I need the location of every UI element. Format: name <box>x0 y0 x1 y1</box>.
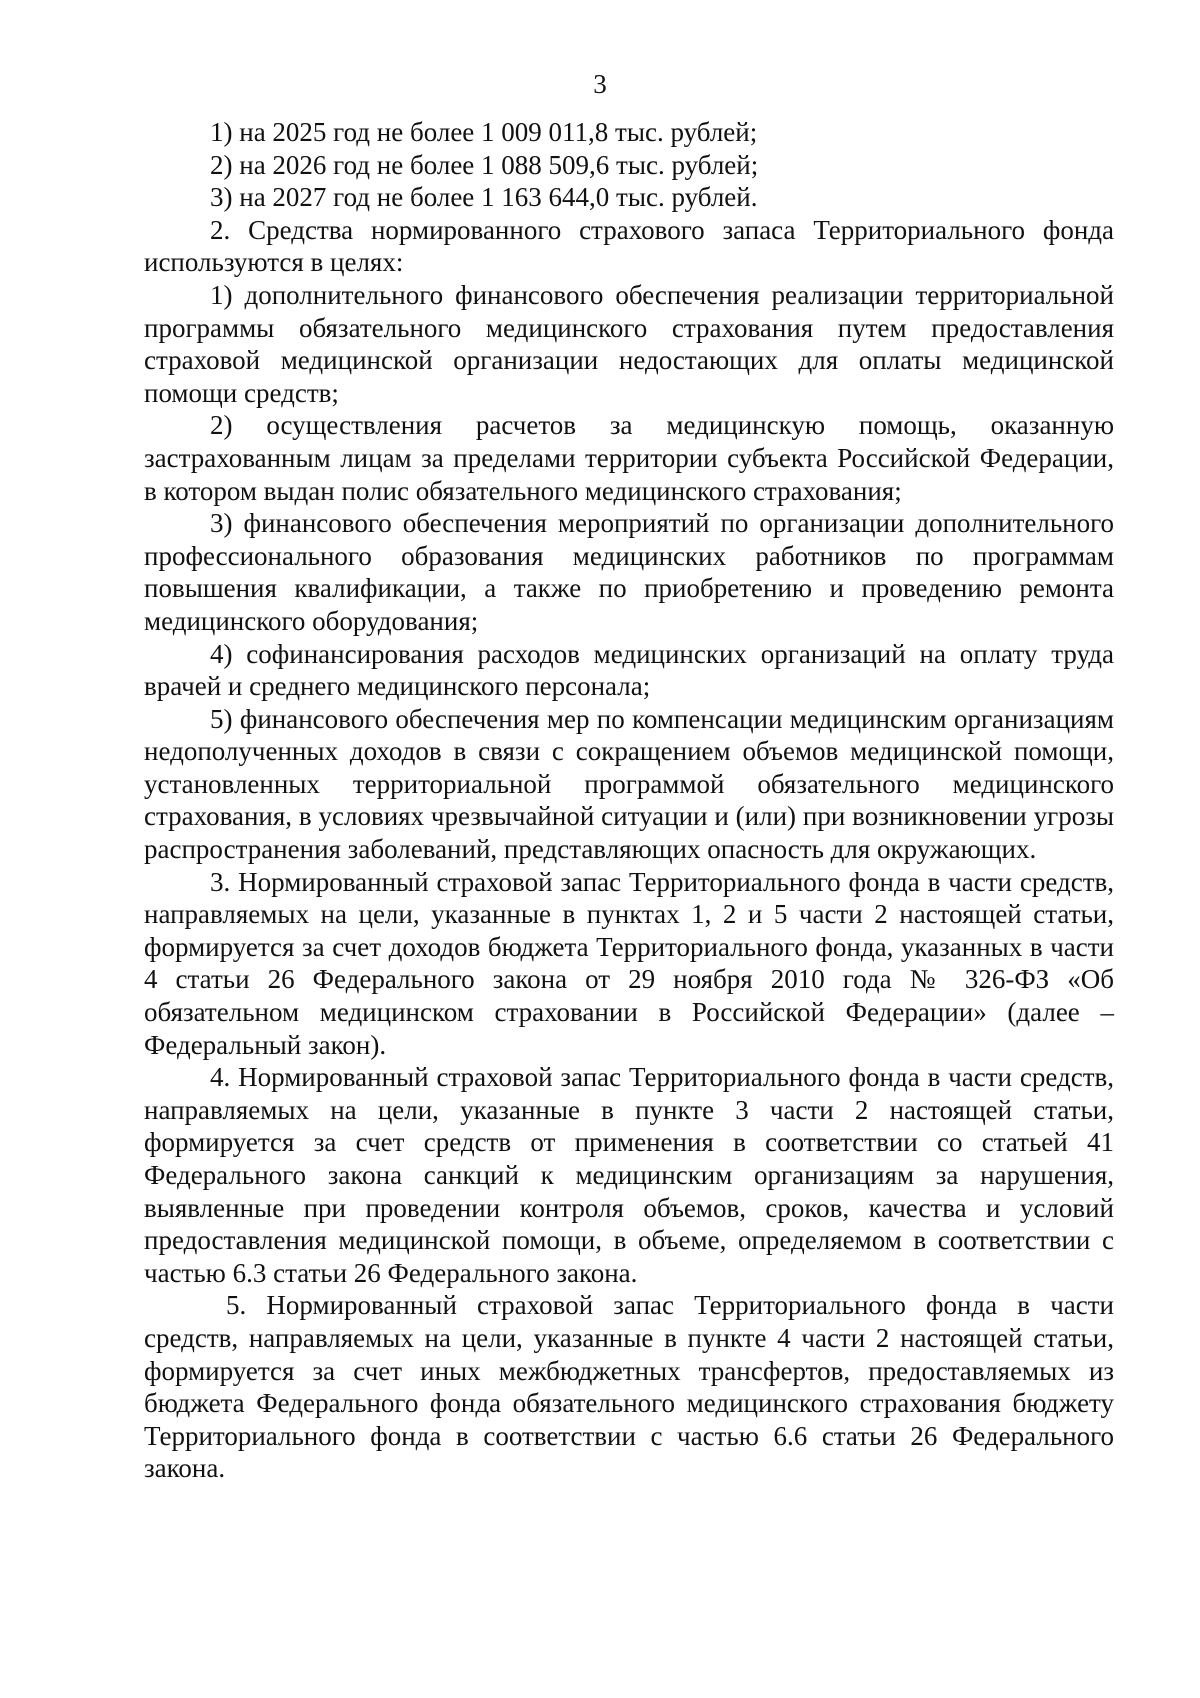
paragraph-2: 2. Средства нормированного страхового запаса Территориального фонда используются в целях: <box>144 214 1114 278</box>
document-body <box>144 116 1114 1485</box>
page-number: 3 <box>593 69 607 99</box>
paragraph-2-item-5: 5) финансового обеспечения мер по компенсации медицинским организациям недополученных доходов в связи с сокращением объемов медицинской помощи, установленных территориальной программой обязательного медицинского страхования, в условиях чрезвычайной ситуации и (или) при возникновении угрозы распространения заболеваний, представляющих опасность для окружающих. <box>144 703 1114 865</box>
paragraph-2-item-2: 2) осуществления расчетов за медицинскую помощь, оказанную застрахованным лицам за пределами территории субъекта Российской Федерации, в котором выдан полис обязательного медицинского страхования; <box>144 410 1114 506</box>
list-item-2027: 3) на 2027 год не более 1 163 644,0 тыс. рублей. <box>210 182 758 213</box>
paragraph-2-item-1: 1) дополнительного финансового обеспечения реализации территориальной программы обязательного медицинского страхования путем предоставления страховой медицинской организации недостающих для оплаты медицинской помощи средств; <box>144 279 1114 408</box>
paragraph-3: 3. Нормированный страховой запас Территориального фонда в части средств, направляемых на цели, указанные в пунктах 1, 2 и 5 части 2 настоящей статьи, формируется за счет доходов бюджета Территориального фонда, указанных в части 4 статьи 26 Федерального закона от 29 ноября 2010 года № 326-ФЗ «Об обязательном медицинском страховании в Российской Федерации» (далее – Федеральный закон). <box>144 866 1114 1060</box>
paragraph-4: 4. Нормированный страховой запас Территориального фонда в части средств, направляемых на цели, указанные в пункте 3 части 2 настоящей статьи, формируется за счет средств от применения в соответствии со статьей 41 Федерального закона санкций к медицинским организациям за нарушения, выявленные при проведении контроля объемов, сроков, качества и условий предоставления медицинской помощи, в объеме, определяемом в соответствии с частью 6.3 статьи 26 Федерального закона. <box>144 1062 1114 1288</box>
list-item-2026: 2) на 2026 год не более 1 088 509,6 тыс. рублей; <box>210 149 759 180</box>
paragraph-2-item-4: 4) софинансирования расходов медицинских организаций на оплату труда врачей и среднего медицинского персонала; <box>144 638 1114 702</box>
paragraph-5: 5. Нормированный страховой запас Территориального фонда в части средств, направляемых на цели, указанные в пункте 4 части 2 настоящей статьи, формируется за счет иных межбюджетных трансфертов, предоставляемых из бюджета Федерального фонда обязательного медицинского страхования бюджету Территориального фонда в соответствии с частью 6.6 статьи 26 Федерального закона. <box>144 1290 1114 1484</box>
list-item-2025: 1) на 2025 год не более 1 009 011,8 тыс. рублей; <box>210 117 758 147</box>
paragraph-2-item-3: 3) финансового обеспечения мероприятий по организации дополнительного профессионального образования медицинских работников по программам повышения квалификации, а также по приобретению и проведению ремонта медицинского оборудования; <box>144 508 1114 636</box>
